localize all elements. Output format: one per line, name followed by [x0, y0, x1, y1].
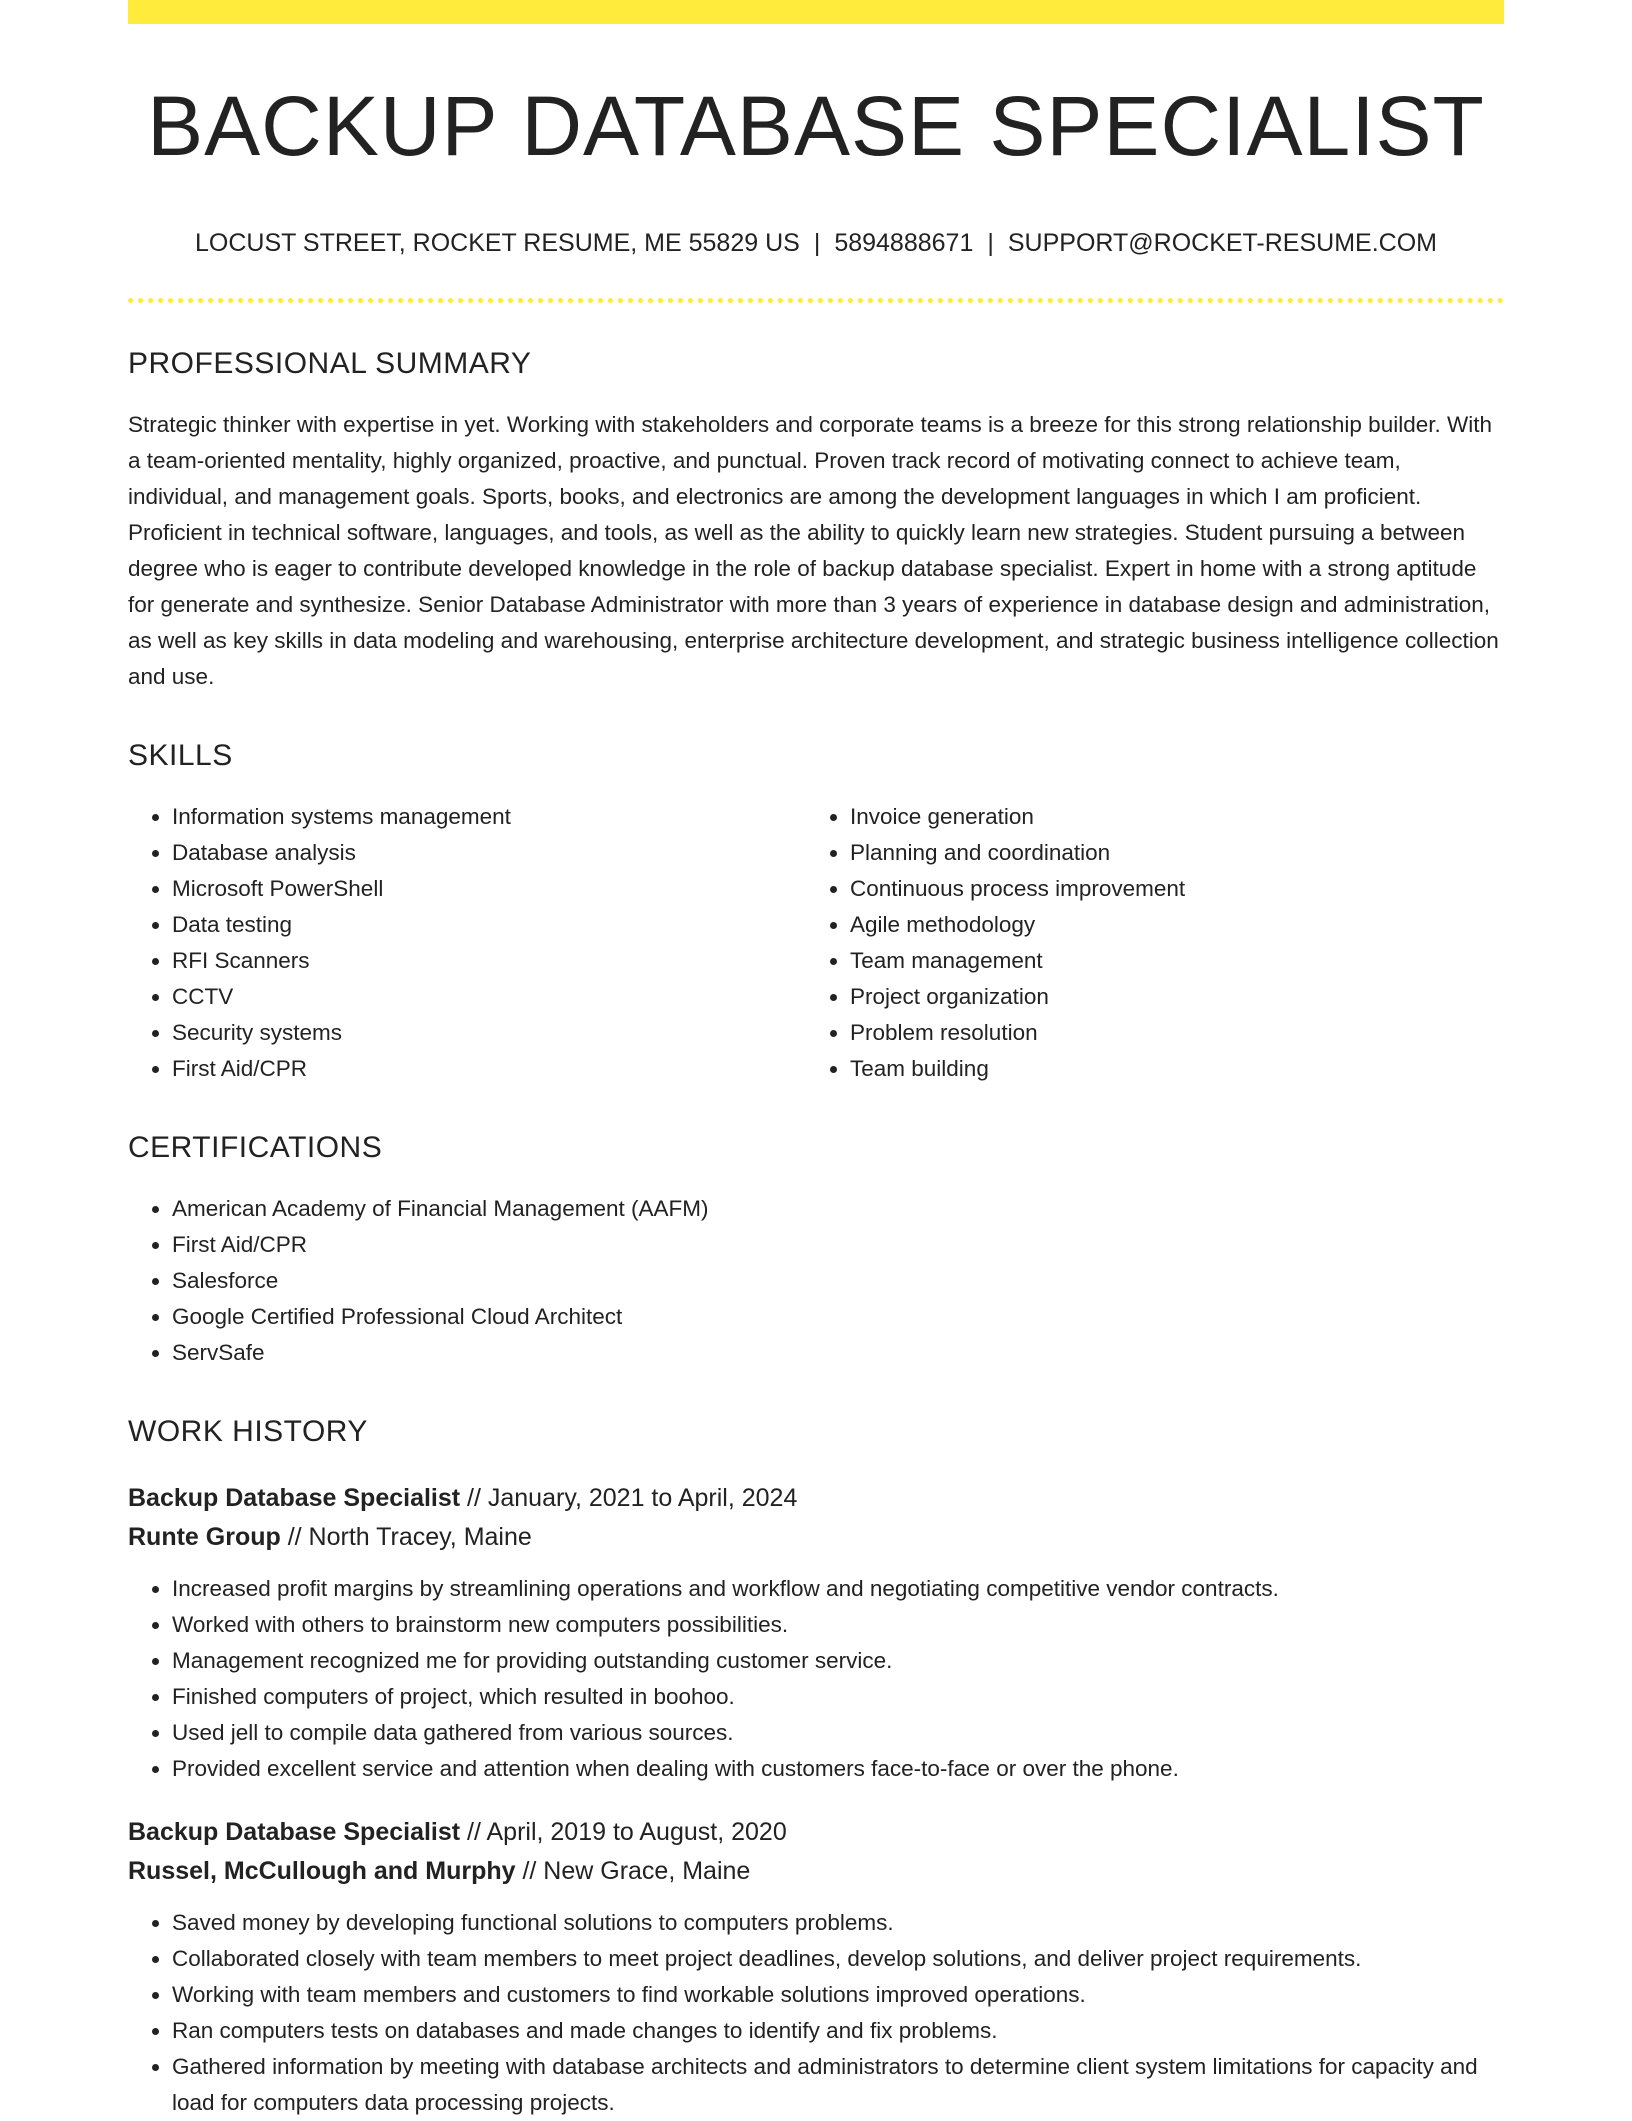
job-bullets [128, 1571, 1504, 1787]
resume-page [128, 0, 1504, 2121]
skill-item: • Data testing [172, 907, 806, 943]
job-dates: // April, 2019 to August, 2020 [460, 1818, 787, 1847]
accent-top-bar [128, 0, 1504, 24]
job-bullet: • Provided excellent service and attention when dealing with customers face-to-face or over the phone. [172, 1751, 1504, 1787]
skill-item: • Information systems management [172, 799, 806, 835]
job-bullet: • Management recognized me for providing outstanding customer service. [172, 1643, 1504, 1679]
job-company-line [128, 1852, 1504, 1891]
dotted-divider [128, 298, 1504, 303]
job-bullet: • Ran computers tests on databases and made changes to identify and fix problems. [172, 2013, 1504, 2049]
job-bullet: • Gathered information by meeting with database architects and administrators to determine client system limitations for capacity and load for computers data processing projects. [172, 2049, 1504, 2121]
certification-item: • Salesforce [172, 1263, 1504, 1299]
job-company: Russel, McCullough and Murphy [128, 1857, 516, 1886]
job-bullets [128, 1905, 1504, 2121]
skills-columns [128, 799, 1504, 1087]
candidate-name: BACKUP DATABASE SPECIALIST [147, 79, 1485, 173]
job-bullet: • Worked with others to brainstorm new computers possibilities. [172, 1607, 1504, 1643]
skill-item: • Problem resolution [850, 1015, 1484, 1051]
contact-address: LOCUST STREET, ROCKET RESUME, ME 55829 US [195, 229, 800, 258]
job-bullet: • Used jell to compile data gathered from various sources. [172, 1715, 1504, 1751]
skill-item: • Team management [850, 943, 1484, 979]
job-bullet: • Increased profit margins by streamlining operations and workflow and negotiating competitive vendor contracts. [172, 1571, 1504, 1607]
skill-item: • First Aid/CPR [172, 1051, 806, 1087]
contact-separator: | [813, 229, 821, 258]
job-company-line [128, 1518, 1504, 1557]
contact-separator: | [987, 229, 994, 258]
skill-item: • CCTV [172, 979, 806, 1015]
skill-item: • Security systems [172, 1015, 806, 1051]
contact-phone: 5894888671 [834, 229, 974, 258]
section-title-skills: SKILLS [128, 739, 233, 773]
skills-list-right [806, 799, 1484, 1087]
job-entry [128, 1813, 1504, 2121]
professional-summary-section [128, 347, 1504, 695]
skill-item: • Microsoft PowerShell [172, 871, 806, 907]
skill-item: • Project organization [850, 979, 1484, 1015]
section-title-certifications: CERTIFICATIONS [128, 1131, 383, 1165]
job-bullet: • Working with team members and customers to find workable solutions improved operations. [172, 1977, 1504, 2013]
section-title-work-history: WORK HISTORY [128, 1415, 368, 1449]
job-bullet: • Finished computers of project, which resulted in boohoo. [172, 1679, 1504, 1715]
certification-item: • Google Certified Professional Cloud Architect [172, 1299, 1504, 1335]
job-role: Backup Database Specialist [128, 1818, 461, 1847]
contact-line [128, 228, 1504, 258]
job-company: Runte Group [128, 1523, 281, 1552]
skill-item: • Invoice generation [850, 799, 1484, 835]
summary-text: Strategic thinker with expertise in yet. Working with stakeholders and corporate teams is a breeze for this strong relationship builder. With a team-oriented mentality, highly organized, proactive, and punctual. Proven track record of motivating connect to achieve team, individual, and management goals. Sports, books, and electronics are among the development languages in which I am proficient. Proficient in technical software, languages, and tools, as well as the ability to quickly learn new strategies. Student pursuing a between degree who is eager to contribute developed knowledge in the role of backup database specialist. Expert in home with a strong aptitude for generate and synthesize. Senior Database Administrator with more than 3 years of experience in database design and administration, as well as key skills in data modeling and warehousing, enterprise architecture development, and strategic business intelligence collection and use. [128, 412, 1499, 690]
skill-item: • Agile methodology [850, 907, 1484, 943]
contact-email: SUPPORT@ROCKET-RESUME.COM [1007, 229, 1437, 258]
skills-section [128, 739, 1504, 1087]
job-location: // North Tracey, Maine [280, 1523, 532, 1552]
certification-item: • American Academy of Financial Management (AAFM) [172, 1191, 1504, 1227]
job-bullet: • Saved money by developing functional solutions to computers problems. [172, 1905, 1504, 1941]
skill-item: • Continuous process improvement [850, 871, 1484, 907]
certification-item: • ServSafe [172, 1335, 1504, 1371]
job-entry [128, 1479, 1504, 1787]
skill-item: • Planning and coordination [850, 835, 1484, 871]
section-title-summary: PROFESSIONAL SUMMARY [128, 347, 532, 381]
work-history-section [128, 1415, 1504, 2121]
skill-item: • RFI Scanners [172, 943, 806, 979]
skill-item: • Team building [850, 1051, 1484, 1087]
certifications-list [128, 1191, 1504, 1371]
certification-item: • First Aid/CPR [172, 1227, 1504, 1263]
job-bullet: • Collaborated closely with team members to meet project deadlines, develop solutions, and deliver project requirements. [172, 1941, 1504, 1977]
job-title-line [128, 1813, 1504, 1852]
skill-item: • Database analysis [172, 835, 806, 871]
job-role: Backup Database Specialist [128, 1484, 461, 1513]
job-title-line [128, 1479, 1504, 1518]
skills-list-left [128, 799, 806, 1087]
certifications-section [128, 1131, 1504, 1371]
job-location: // New Grace, Maine [515, 1857, 751, 1886]
job-dates: // January, 2021 to April, 2024 [460, 1484, 798, 1513]
